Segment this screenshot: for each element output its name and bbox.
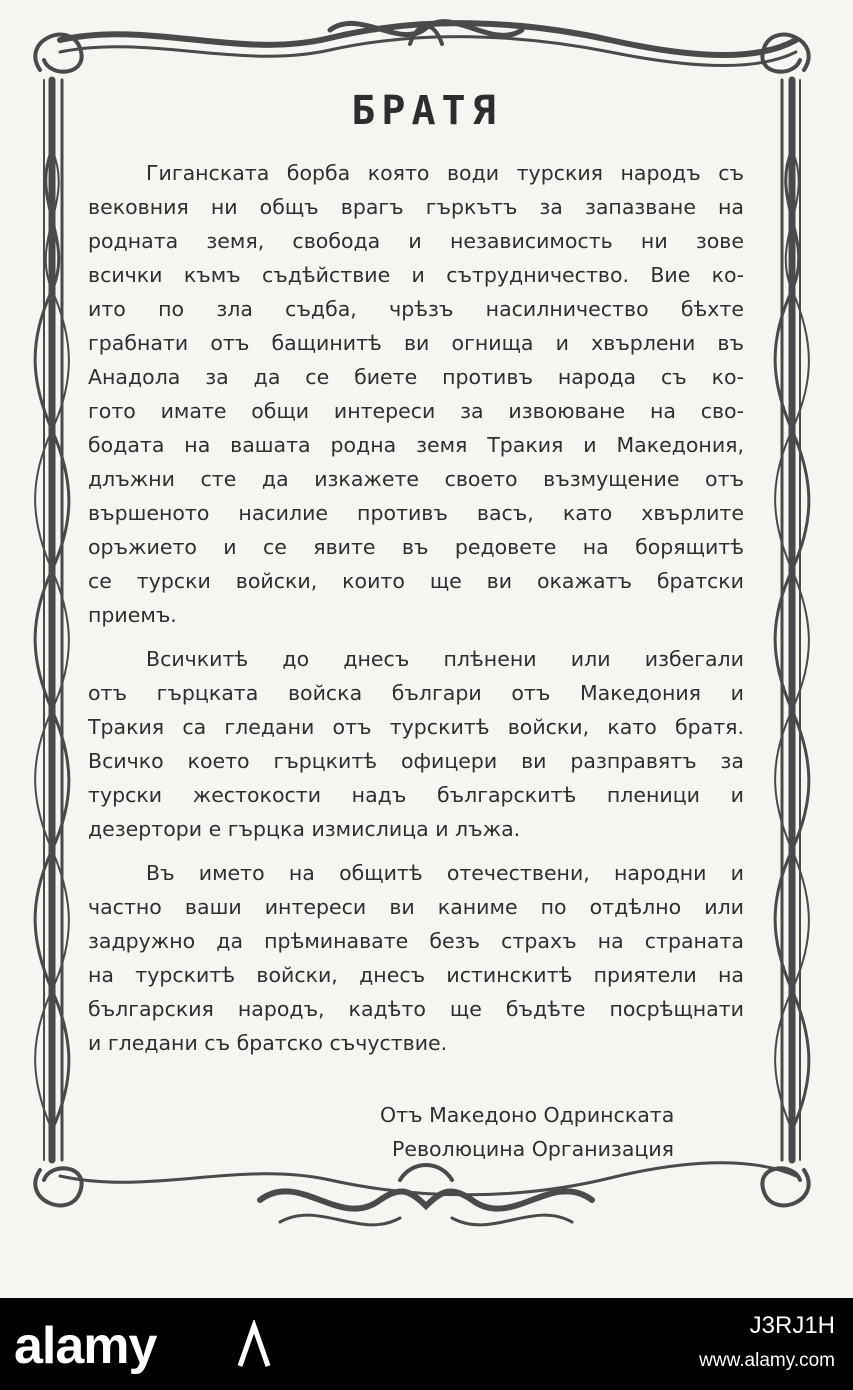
text-line: дезертори е гърцка измислица и лъжа. — [88, 817, 521, 841]
text-line: частно ваши интереси ви каниме по отдѣлно или — [88, 895, 744, 919]
text-line: се турски войски, които ще ви окажатъ братски — [88, 569, 744, 593]
signature-line: Революцина Организация — [392, 1137, 674, 1161]
leaflet-title: БРАТЯ — [351, 88, 502, 134]
brand-logo: alamy — [14, 1317, 157, 1375]
text-line: вековния ни общъ врагъ гъркътъ за запазване на — [88, 195, 744, 219]
text-line: Всичкитѣ до днесъ плѣнени или избегали — [146, 647, 744, 671]
image-id: J3RJ1H — [749, 1312, 835, 1339]
text-line: българския народъ, кадѣто ще бъдѣте посрѣщнати — [88, 997, 744, 1021]
text-line: Гиганската борба която води турския народъ съ — [146, 161, 744, 185]
watermark-bar — [0, 1298, 853, 1390]
text-line: грабнати отъ бащинитѣ ви огнища и хвърлени въ — [88, 331, 744, 355]
text-line: турски жестокости надъ българскитѣ пленици и — [88, 783, 744, 807]
text-line: Анадола за да се биете противъ народа съ ко- — [88, 365, 744, 389]
text-line: Всичко което гърцкитѣ офицери ви разправятъ за — [88, 749, 744, 773]
text-line: приемъ. — [88, 603, 177, 627]
paragraph-3 — [88, 856, 744, 1060]
text-line: на турскитѣ войски, днесъ истинскитѣ приятели на — [88, 963, 744, 987]
text-line: отъ гърцката войска българи отъ Македония и — [88, 681, 744, 705]
text-line: ито по зла съдба, чрѣзъ насилничество бѣхте — [88, 297, 744, 321]
leaflet-body — [88, 156, 744, 1060]
brand-mark-icon — [234, 1320, 274, 1372]
signature-line: Отъ Македоно Одринската — [380, 1103, 675, 1127]
text-line: гото имате общи интереси за извоюване на сво- — [88, 399, 744, 423]
paragraph-1 — [88, 156, 744, 632]
text-line: вършеното насилие противъ васъ, като хвърлите — [88, 501, 744, 525]
text-line: родната земя, свобода и независимость ни зове — [88, 229, 744, 253]
site-url: www.alamy.com — [699, 1350, 835, 1371]
text-line: длъжни сте да изкажете своето възмущение отъ — [88, 467, 744, 491]
text-line: и гледани съ братско съчуствие. — [88, 1031, 448, 1055]
text-line: задружно да прѣминавате безъ страхъ на страната — [88, 929, 744, 953]
signature-block — [380, 1098, 674, 1166]
text-line: Тракия са гледани отъ турскитѣ войски, като братя. — [88, 715, 744, 739]
text-line: Въ името на общитѣ отечествени, народни и — [146, 861, 744, 885]
paragraph-2 — [88, 642, 744, 846]
text-line: всички къмъ съдѣйствие и сътрудничество. Вие ко- — [88, 263, 744, 287]
text-line: бодата на вашата родна земя Тракия и Македония, — [88, 433, 744, 457]
text-line: оръжието и се явите въ редовете на борящитѣ — [88, 535, 744, 559]
